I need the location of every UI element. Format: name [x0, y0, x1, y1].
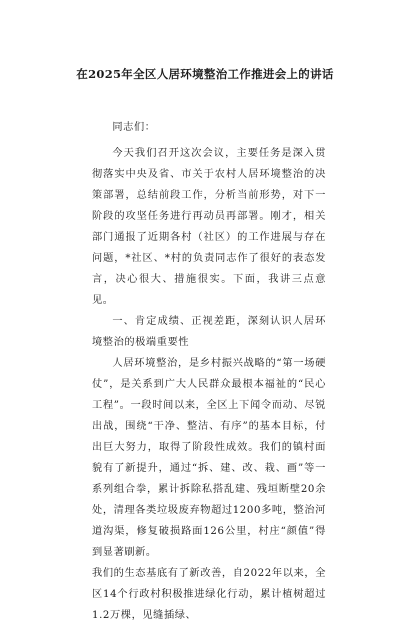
paragraph-achievements: 人居环境整治，是乡村振兴战略的“第一场硬仗”，是关系到广大人民群众最根本福祉的“民心工程”。一段时间以来，全区上下闻令而动、尽锐出战，围绕“干净、整洁、有序”的基本目标，付出巨大努力，取得了阶段性成效。我们的镇村面貌有了新提升，通过“拆、建、改、栽、画”等一系列组合拳，累计拆除私搭乱建、残垣断壁20余处，清理各类垃圾废弃物超过1200多吨，整治河道沟渠，修复破损路面126公里，村庄“颜值”得到显著刷新。: [92, 358, 326, 558]
document-title: 在2025年全区人居环境整治工作推进会上的讲话: [76, 67, 334, 81]
paragraph-opening: 今天我们召开这次会议，主要任务是深入贯彻落实中央及省、市关于农村人居环境整治的决策部署，总结前段工作，分析当前形势，对下一阶段的攻坚任务进行再动员再部署。刚才，相关部门通报了近期各村（社区）的工作进展与存在问题，*社区、*村的负责同志作了很好的表态发言，决心很大、措施很实。下面，我讲三点意见。: [92, 148, 326, 306]
salutation: 同志们：: [112, 122, 156, 133]
paragraph-ecology: 我们的生态基底有了新改善，自2022年以来，全区14个行政村积极推进绿化行动，累计植树超过1.2万棵，见缝插绿、: [92, 568, 326, 621]
section-heading-1: 一、肯定成绩、正视差距，深刻认识人居环境整治的极端重要性: [92, 316, 326, 348]
document-body: [92, 117, 326, 626]
